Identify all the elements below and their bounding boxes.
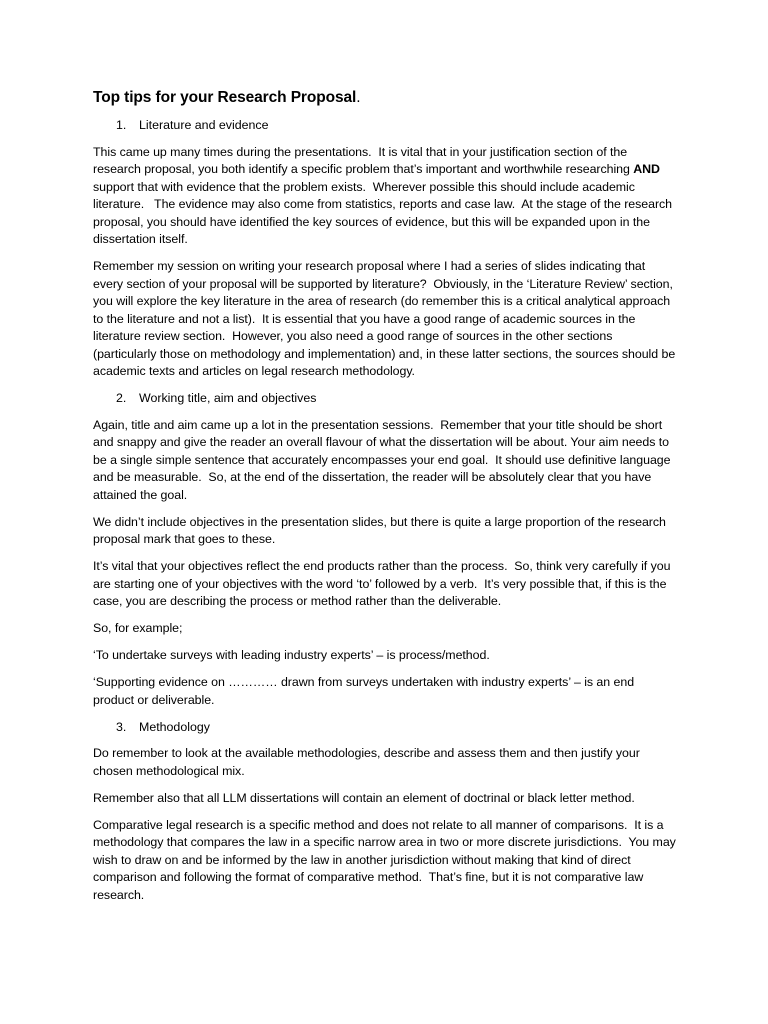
document-title-text: Top tips for your Research Proposal (93, 89, 357, 106)
emphasis-text: AND (633, 162, 660, 176)
document-page (93, 88, 680, 914)
paragraph-text: Remember also that all LLM dissertations will contain an element of doctrinal or black letter method. (93, 790, 635, 805)
paragraph-text: It’s vital that your objectives reflect the end products rather than the process. So, think very carefully if you are starting one of your objectives with the word ‘to’ followed by a verb. It’s very possible that, if this is the case, you are describing the process or method rather than the deliverable. (93, 559, 674, 608)
paragraph-text: So, for example; (93, 621, 183, 635)
paragraph-text: Again, title and aim came up a lot in the presentation sessions. Remember that your title should be short and snappy and give the reader an overall flavour of what the dissertation will be about. Your aim needs to be a single simple sentence that accurately encompasses your end goal. It should use definitive language and be measurable. So, at the end of the dissertation, the reader will be absolutely clear that you have attained the goal. (93, 417, 674, 502)
section-heading (93, 390, 677, 408)
body-paragraph (93, 745, 677, 780)
body-paragraph (93, 647, 677, 665)
section-heading-label: Literature and evidence (139, 118, 269, 132)
document-title (93, 88, 677, 108)
body-paragraph (93, 144, 677, 249)
paragraph-text: Remember my session on writing your research proposal where I had a series of slides indicating that every section of your proposal will be supported by literature? Obviously, in the ‘Literature Review’ section, you will explore the key literature in the area of research (do remember this is a critical analytical approach to the literature and not a list). It is essential that you have a good range of academic sources in the literature review section. However, you also need a good range of sources in the other sections (particularly those on methodology and implementation) and, in these latter sections, the sources should be academic texts and articles on legal research methodology. (93, 259, 679, 378)
paragraph-text: Do remember to look at the available methodologies, describe and assess them and then justify your chosen methodological mix. (93, 746, 644, 778)
paragraph-text: support that with evidence that the problem exists. Wherever possible this should include academic literature. The evidence may also come from statistics, reports and case law. At the stage of the research proposal, you should have identified the key sources of evidence, but this will be expanded upon in the dissertation itself. (93, 162, 676, 246)
paragraph-text: We didn’t include objectives in the presentation slides, but there is quite a large proportion of the research proposal mark that goes to these. (93, 514, 670, 546)
body-paragraph (93, 514, 677, 549)
body-paragraph (93, 558, 677, 611)
document-body (93, 117, 680, 904)
body-paragraph (93, 258, 677, 381)
paragraph-text: ‘Supporting evidence on ………… drawn from surveys undertaken with industry experts’ – is an end product or deliverable. (93, 675, 638, 707)
section-number: 1. (116, 118, 127, 132)
paragraph-text: ‘To undertake surveys with leading industry experts’ – is process/method. (93, 648, 490, 662)
document-title-period: . (356, 89, 361, 106)
section-heading-label: Working title, aim and objectives (139, 391, 317, 405)
section-number: 3. (116, 719, 127, 734)
body-paragraph (93, 417, 677, 505)
body-paragraph (93, 674, 677, 709)
section-heading (93, 117, 677, 135)
body-paragraph (93, 817, 680, 905)
paragraph-text: This came up many times during the presentations. It is vital that in your justification section of the research proposal, you both identify a specific problem that’s important and worthwhile researching (93, 144, 634, 176)
section-heading-label: Methodology (139, 719, 210, 734)
section-number: 2. (116, 391, 127, 405)
section-heading (93, 719, 677, 737)
body-paragraph (93, 620, 677, 638)
body-paragraph (93, 790, 677, 808)
paragraph-text: Comparative legal research is a specific method and does not relate to all manner of comparisons. It is a methodology that compares the law in a specific narrow area in two or more discrete jurisdictions. You may wish to draw on and be informed by the law in another jurisdiction without making that kind of direct comparison and following the format of comparative method. That’s fine, but it is not comparative law research. (93, 817, 680, 902)
